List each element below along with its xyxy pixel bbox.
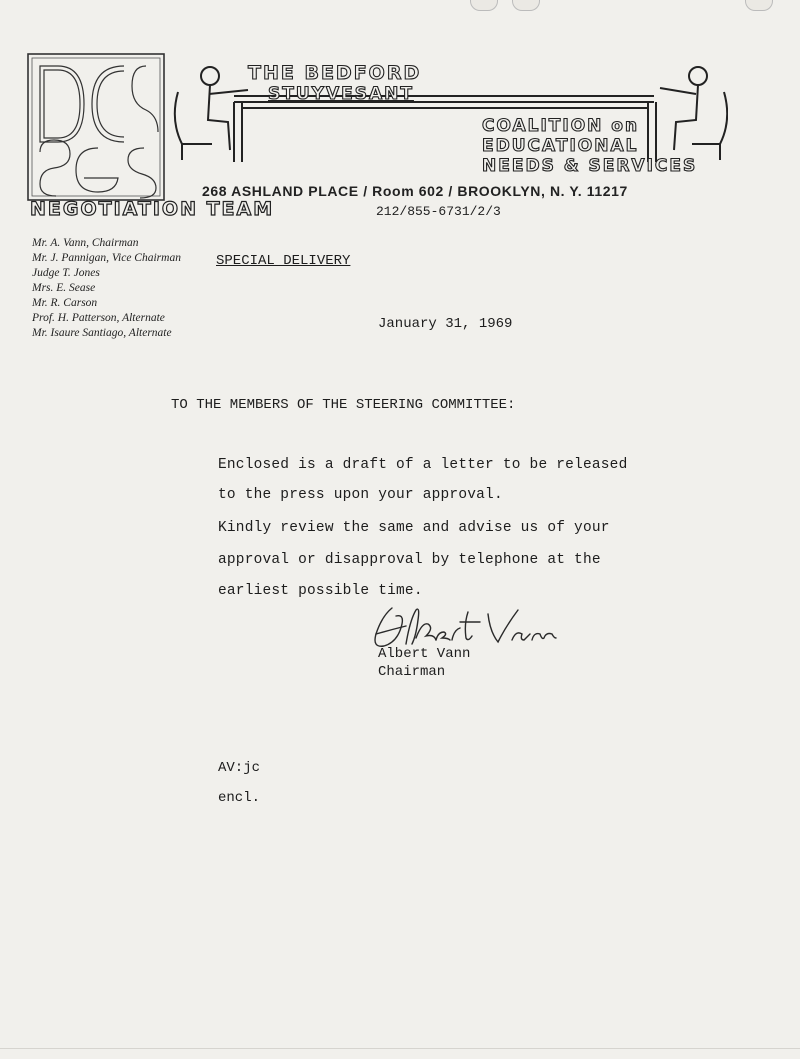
- enclosure-note: encl.: [218, 790, 261, 806]
- bcses-logo: [26, 52, 166, 202]
- body-line: Kindly review the same and advise us of your: [218, 520, 610, 536]
- binder-clip: [512, 0, 540, 11]
- body-line: approval or disapproval by telephone at the: [218, 552, 601, 568]
- staff-member: Mrs. E. Sease: [32, 282, 96, 294]
- org-name-line-1: THE BEDFORD: [248, 62, 422, 84]
- staff-list: [32, 236, 181, 341]
- salutation: TO THE MEMBERS OF THE STEERING COMMITTEE:: [171, 397, 516, 413]
- staff-member: Mr. J. Pannigan, Vice Chairman: [32, 252, 181, 264]
- org-name-line-5: NEEDS & SERVICES: [482, 156, 698, 176]
- negotiation-team-heading: NEGOTIATION TEAM: [30, 198, 275, 220]
- page-bottom-edge: [0, 1048, 800, 1049]
- staff-member: Prof. H. Patterson, Alternate: [32, 312, 165, 324]
- staff-member: Mr. Isaure Santiago, Alternate: [32, 327, 172, 339]
- staff-member: Judge T. Jones: [32, 267, 100, 279]
- body-line: earliest possible time.: [218, 583, 423, 599]
- body-line: Enclosed is a draft of a letter to be released: [218, 457, 628, 473]
- staff-member: Mr. A. Vann, Chairman: [32, 237, 139, 249]
- delivery-method: SPECIAL DELIVERY: [216, 253, 351, 269]
- org-address: 268 ASHLAND PLACE / Room 602 / BROOKLYN, N. Y. 11217: [202, 183, 628, 199]
- letter-date: January 31, 1969: [378, 316, 513, 332]
- binder-clip: [745, 0, 773, 11]
- org-name-line-2: STUYVESANT: [268, 84, 414, 104]
- org-name-line-3: COALITION on: [482, 116, 640, 136]
- staff-member: Mr. R. Carson: [32, 297, 98, 309]
- body-line: to the press upon your approval.: [218, 487, 503, 503]
- signer-title: Chairman: [378, 664, 446, 680]
- org-phone: 212/855-6731/2/3: [376, 204, 501, 219]
- handwritten-signature: [372, 604, 572, 652]
- binder-clip: [470, 0, 498, 11]
- org-name-line-4: EDUCATIONAL: [482, 136, 639, 156]
- signer-name: Albert Vann: [378, 646, 471, 662]
- typist-initials: AV:jc: [218, 760, 261, 776]
